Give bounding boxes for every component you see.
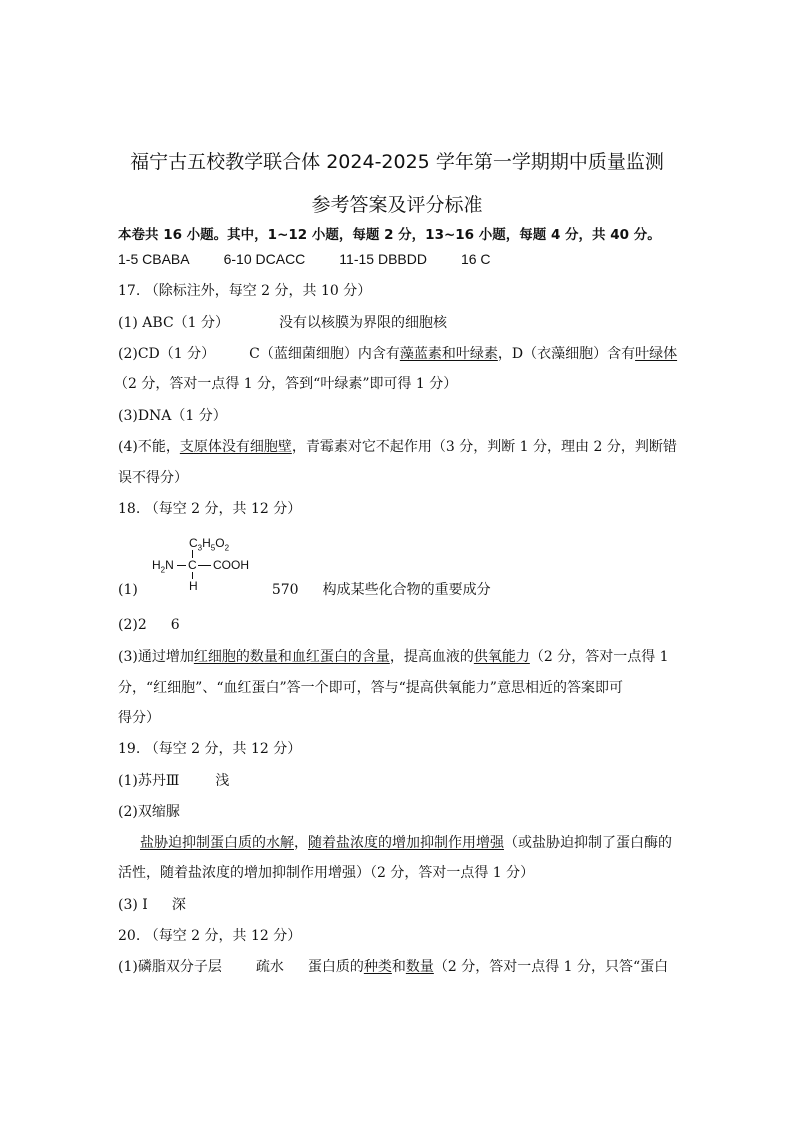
document-title: 福宁古五校教学联合体 2024-2025 学年第一学期期中质量监测	[130, 151, 664, 173]
q18-answer-1: (1)	[118, 582, 138, 598]
choice-group-3: 11-15 DBBDD	[339, 251, 427, 267]
q18-answer-2a: (2)2	[118, 617, 147, 633]
q18-text: ，提高血液的	[389, 649, 474, 665]
q19-underline-hydrolysis: 盐胁迫抑制蛋白质的水解	[140, 835, 294, 851]
q18-underline-oxygen: 供氧能力	[473, 649, 530, 665]
q19-line-4: 活性，随着盐浓度的增加抑制作用增强）（2 分，答对一点得 1 分）	[118, 865, 535, 881]
q20-line-1	[118, 958, 668, 976]
q19-answer-3b: 深	[171, 897, 186, 913]
q17-line-5	[118, 438, 677, 456]
q17-underline-cellwall: 支原体没有细胞壁	[179, 439, 292, 455]
choice-group-4: 16 C	[460, 251, 491, 267]
q19-line-5	[118, 896, 186, 914]
q17-text: (4)不能，	[118, 439, 180, 455]
q17-text: ，D（衣藻细胞）含有	[497, 346, 636, 362]
q19-heading: 19. （每空 2 分，共 12 分）	[118, 741, 302, 757]
q18-line-1	[118, 581, 491, 599]
q19-answer-1a: (1)苏丹Ⅲ	[118, 773, 180, 789]
bond-top	[192, 550, 193, 558]
q17-line-6: 误不得分）	[118, 470, 188, 486]
q17-underline-chloroplast: 叶绿体	[635, 346, 678, 362]
choice-group-2: 6-10 DCACC	[223, 251, 306, 267]
q18-heading: 18. （每空 2 分，共 12 分）	[118, 501, 302, 517]
q20-answer-1a: (1)磷脂双分子层	[118, 959, 222, 975]
q20-answer-1b: 疏水	[255, 959, 284, 975]
q19-line-2: (2)双缩脲	[118, 804, 180, 820]
alpha-carbon-label: C	[188, 558, 197, 572]
bond-bottom	[192, 572, 193, 579]
q19-line-1	[118, 772, 229, 790]
q20-heading: 20. （每空 2 分，共 12 分）	[118, 928, 302, 944]
q19-text: ，	[294, 835, 308, 851]
q20-text: （2 分，答对一点得 1 分，只答“蛋白	[433, 959, 669, 975]
q18-answer-570: 570	[271, 582, 299, 598]
q19-line-3	[140, 834, 672, 852]
q18-line-3	[118, 648, 669, 666]
q17-text: ，青霉素对它不起作用（3 分，判断 1 分，理由 2 分，判断错	[291, 439, 677, 455]
q17-underline-pigments: 藻蓝素和叶绿素	[399, 346, 498, 362]
q19-underline-concentration: 随着盐浓度的增加抑制作用增强	[308, 835, 504, 851]
q17-line-1	[118, 314, 447, 332]
carboxyl-label: COOH	[213, 558, 249, 572]
q17-line-4: (3)DNA（1 分）	[118, 408, 227, 424]
q17-heading: 17. （除标注外，每空 2 分，共 10 分）	[118, 283, 372, 299]
choice-answers	[118, 250, 491, 268]
q17-answer-2: (2)CD（1 分）	[118, 346, 216, 362]
q20-underline-amount: 数量	[405, 959, 434, 975]
q19-answer-3a: (3) I	[118, 897, 148, 913]
q18-line-4: 分，“红细胞”、“血红蛋白”答一个即可，答与“提高供氧能力”意思相近的答案即可	[118, 680, 623, 696]
intro-text: 本卷共 16 小题。其中，1~12 小题，每题 2 分，13~16 小题，每题 4 分，共 40 分。	[118, 227, 661, 243]
q18-answer-function: 构成某些化合物的重要成分	[322, 582, 491, 598]
q19-answer-1b: 浅	[215, 773, 230, 789]
q20-underline-type: 种类	[363, 959, 392, 975]
q17-reason-1: 没有以核膜为界限的细胞核	[279, 315, 448, 331]
q18-answer-2b: 6	[170, 617, 180, 633]
q20-text: 和	[391, 959, 406, 975]
q17-line-3: （2 分，答对一点得 1 分，答到“叶绿素”即可得 1 分）	[114, 376, 458, 392]
q18-underline-rbc: 红细胞的数量和血红蛋白的含量	[193, 649, 390, 665]
q20-text: 蛋白质的	[307, 959, 364, 975]
bond-right	[198, 565, 211, 566]
document-subtitle: 参考答案及评分标准	[311, 194, 483, 216]
amino-group-label: $H_2N$	[152, 558, 174, 575]
q17-line-2	[118, 345, 677, 363]
q19-text: （或盐胁迫抑制了蛋白酶的	[504, 835, 672, 851]
r-group-label: $C_3H_5O_2$	[189, 536, 230, 553]
q18-line-5: 得分）	[118, 710, 160, 726]
q18-text: （2 分，答对一点得 1	[529, 649, 669, 665]
q17-text: C（蓝细菌细胞）内含有	[249, 346, 400, 362]
hydrogen-label: H	[189, 579, 198, 593]
q18-line-2	[118, 616, 180, 634]
q17-answer-1: (1) ABC（1 分）	[118, 315, 230, 331]
choice-group-1: 1-5 CBABA	[118, 251, 190, 267]
bond-left	[177, 565, 186, 566]
q18-text: (3)通过增加	[118, 649, 194, 665]
